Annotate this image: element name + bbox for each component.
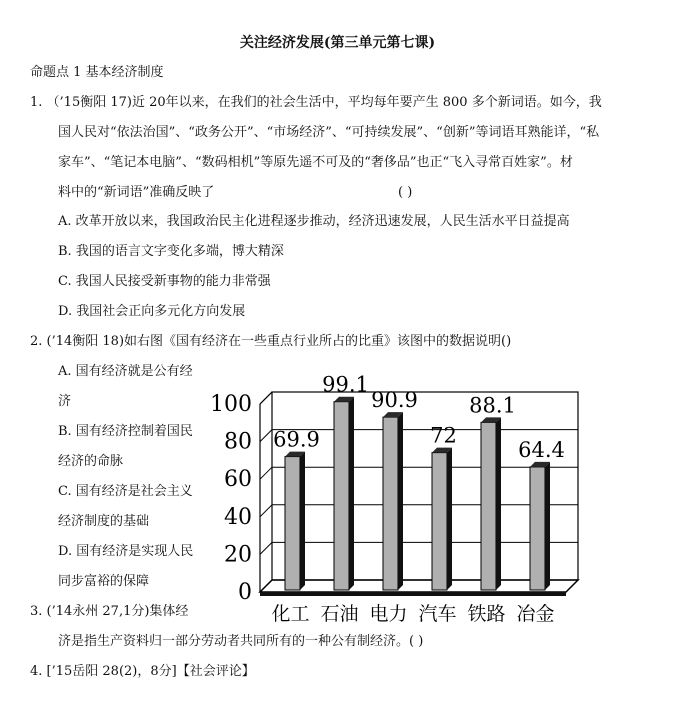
bar — [383, 412, 403, 590]
q2-option-c-line-2: 经济制度的基础 — [58, 514, 150, 529]
bar-side — [349, 397, 354, 590]
y-tick-label: 20 — [224, 542, 252, 568]
q1-option-c: C. 我国人民接受新事物的能力非常强 — [58, 274, 271, 289]
bar-side — [545, 462, 550, 590]
data-label: 99.1 — [322, 372, 369, 397]
x-tick-label: 铁路 — [467, 603, 506, 622]
y-tick-labels — [210, 392, 252, 605]
question-4: 4. [’15岳阳 28(2)，8分]【社会评论】 — [30, 664, 255, 679]
x-tick-label: 电力 — [369, 603, 408, 622]
y-tick-label: 60 — [224, 467, 252, 493]
bar-side — [300, 452, 305, 590]
x-tick-label: 冶金 — [516, 603, 555, 622]
bar-front — [383, 417, 398, 590]
y-tick-label: 80 — [224, 429, 252, 455]
q1-line-1: 1. （’15衡阳 17)近 20年以来，在我们的社会生活中，平均每年要产生 800 多个新词语。如今，我 — [30, 95, 602, 110]
bar-side — [496, 417, 501, 590]
x-tick-label: 石油 — [320, 603, 359, 622]
bar — [481, 417, 501, 590]
gridline-side — [260, 542, 272, 554]
q2-option-b-line-2: 经济的命脉 — [58, 454, 124, 469]
bar-front — [334, 402, 349, 590]
q2-option-d-line-1: D. 国有经济是实现人民 — [58, 544, 194, 559]
q1-option-b: B. 我国的语言文字变化多端，博大精深 — [58, 244, 284, 259]
bar — [432, 448, 452, 590]
q1-line-3: 家车”、“笔记本电脑”、“数码相机”等原先遥不可及的“奢侈品”也正“飞入寻常百姓家”。材 — [58, 155, 573, 170]
bar-chart — [210, 372, 610, 622]
q1-line-2: 国人民对“依法治国”、“政务公开”、“市场经济”、“可持续发展”、“创新”等词语耳熟能详，“私 — [58, 125, 600, 140]
chart-bars — [285, 397, 550, 590]
section-heading: 命题点 1 基本经济制度 — [30, 65, 164, 80]
bar — [285, 452, 305, 590]
q2-option-a-line-2: 济 — [58, 394, 72, 409]
q1-answer-blank: ( ) — [398, 185, 413, 200]
bar-front — [432, 453, 447, 590]
q3-line-1: 3. (’14永州 27,1分)集体经 — [30, 604, 189, 619]
q2-option-c-line-1: C. 国有经济是社会主义 — [58, 484, 193, 499]
x-tick-label: 汽车 — [418, 603, 457, 622]
data-labels — [273, 373, 565, 462]
q2-option-b-line-1: B. 国有经济控制着国民 — [58, 424, 193, 439]
q2-option-a-line-1: A. 国有经济就是公有经 — [58, 364, 193, 379]
x-tick-labels — [271, 603, 554, 622]
q2-stem: 2. (’14衡阳 18)如右图《国有经济在一些重点行业所占的比重》该图中的数据说明() — [30, 334, 512, 349]
q3-line-2: 济是指生产资料归一部分劳动者共同所有的一种公有制经济。( ) — [58, 634, 424, 649]
q1-option-a: A. 改革开放以来，我国政治民主化进程逐步推动，经济迅速发展，人民生活水平日益提高 — [58, 214, 570, 229]
bar — [334, 397, 354, 590]
data-label: 88.1 — [469, 393, 516, 418]
page-title: 关注经济发展(第三单元第七课) — [239, 35, 436, 51]
bar — [530, 462, 550, 590]
y-tick-label: 0 — [238, 580, 252, 605]
data-label: 90.9 — [371, 388, 418, 413]
bar-front — [285, 457, 300, 590]
y-tick-label: 40 — [224, 504, 252, 530]
bar-front — [481, 422, 496, 590]
gridline-side — [260, 392, 272, 404]
chart-floor-edge — [260, 592, 566, 596]
bar-front — [530, 467, 545, 590]
x-tick-label: 化工 — [271, 603, 310, 622]
bar-side — [398, 412, 403, 590]
q1-option-d: D. 我国社会正向多元化方向发展 — [58, 304, 246, 319]
gridline-side — [260, 430, 272, 442]
y-tick-label: 100 — [210, 392, 252, 417]
data-label: 64.4 — [518, 437, 565, 462]
bar-side — [447, 448, 452, 590]
q2-option-d-line-2: 同步富裕的保障 — [58, 574, 150, 589]
data-label: 69.9 — [273, 427, 320, 452]
gridline-side — [260, 467, 272, 479]
data-label: 72 — [430, 423, 457, 448]
q1-line-4: 料中的“新词语”准确反映了 — [58, 185, 215, 200]
gridline-side — [260, 505, 272, 517]
